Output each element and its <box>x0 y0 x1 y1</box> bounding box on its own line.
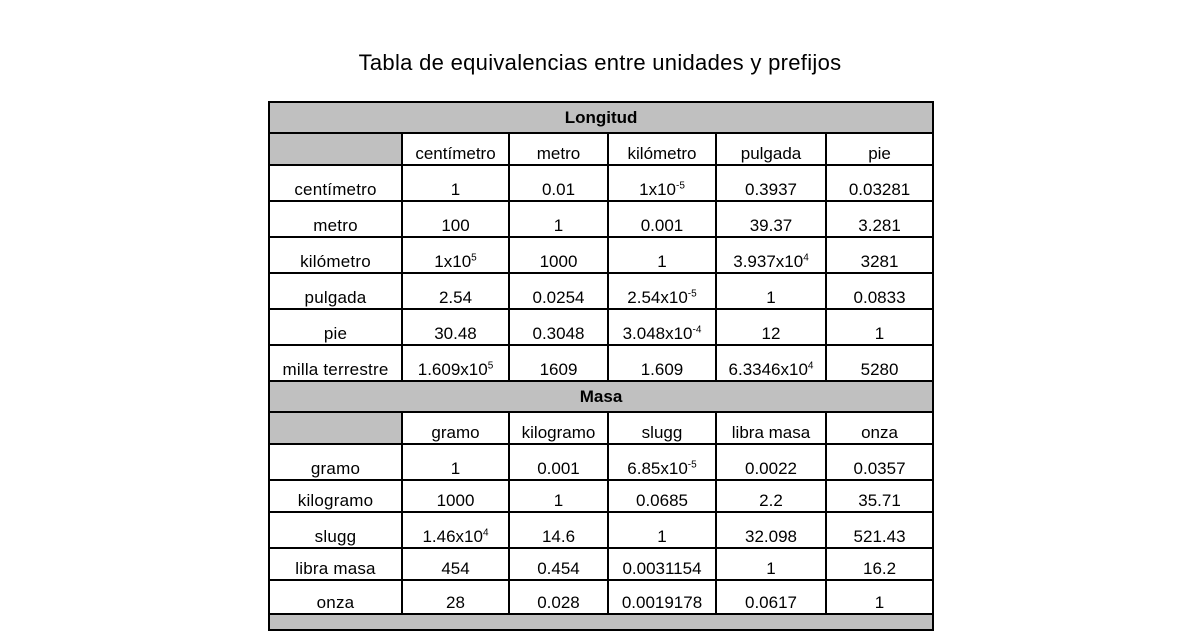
table-cell <box>826 237 933 273</box>
table-cell <box>716 273 826 309</box>
table-cell <box>509 580 608 614</box>
cell-exponent: 4 <box>807 360 814 372</box>
table-cell <box>826 273 933 309</box>
cell-value: 1x10 <box>639 180 676 199</box>
cell-value: 1x10 <box>434 252 472 271</box>
cell-value: 0.0833 <box>853 288 906 307</box>
column-header-row <box>269 412 933 444</box>
cell-value: 6.3346x10 <box>728 360 808 379</box>
table-cell <box>509 273 608 309</box>
row-label: milla terrestre <box>269 345 402 381</box>
column-header: kilómetro <box>608 133 716 165</box>
cell-value: 3.048x10 <box>622 324 693 343</box>
cell-value: 1 <box>553 216 564 235</box>
next-section-title <box>269 614 933 630</box>
table-cell <box>826 345 933 381</box>
table-row <box>269 512 933 548</box>
row-label: centímetro <box>269 165 402 201</box>
column-header: pie <box>826 133 933 165</box>
cell-exponent: -4 <box>692 324 702 336</box>
table-row <box>269 480 933 512</box>
row-label: metro <box>269 201 402 237</box>
table-cell <box>716 444 826 480</box>
section-title: Longitud <box>269 102 933 133</box>
cell-value: 0.028 <box>537 593 580 612</box>
table-row <box>269 309 933 345</box>
cell-value: 0.454 <box>537 559 580 578</box>
cell-value: 3.281 <box>858 216 901 235</box>
table-cell <box>509 309 608 345</box>
table-cell <box>716 480 826 512</box>
cell-exponent: 5 <box>487 360 494 372</box>
corner-cell <box>269 412 402 444</box>
cell-exponent: -5 <box>675 180 685 192</box>
cell-value: 1 <box>657 252 667 271</box>
cell-value: 100 <box>441 216 470 235</box>
table-cell <box>826 480 933 512</box>
cell-value: 3.937x10 <box>733 252 804 271</box>
table-cell <box>608 512 716 548</box>
row-label: pulgada <box>269 273 402 309</box>
cell-exponent: -5 <box>687 288 697 300</box>
table-cell <box>509 480 608 512</box>
table-cell <box>826 444 933 480</box>
cell-value: 32.098 <box>745 527 797 546</box>
cell-value: 0.0019178 <box>621 593 703 612</box>
table-cell <box>716 580 826 614</box>
cell-value: 0.3048 <box>532 324 585 343</box>
cell-value: 16.2 <box>862 559 897 578</box>
row-label: kilogramo <box>269 480 402 512</box>
table-cell <box>608 548 716 580</box>
table-cell <box>716 548 826 580</box>
table-cell <box>608 237 716 273</box>
table-cell <box>402 273 509 309</box>
cell-value: 1 <box>553 491 564 510</box>
table-cell <box>402 237 509 273</box>
column-header: onza <box>826 412 933 444</box>
cell-value: 1 <box>657 527 667 546</box>
table-cell <box>402 201 509 237</box>
cell-value: 0.0022 <box>745 459 797 478</box>
table-cell <box>402 444 509 480</box>
table-row <box>269 165 933 201</box>
table-row <box>269 548 933 580</box>
cell-value: 14.6 <box>541 527 576 546</box>
cell-exponent: 5 <box>471 252 477 264</box>
next-section-header-row <box>269 614 933 630</box>
cell-value: 1.46x10 <box>422 527 483 546</box>
cell-value: 28 <box>446 593 465 612</box>
cell-value: 1000 <box>539 252 578 271</box>
cell-value: 0.3937 <box>745 180 797 199</box>
section-header-row <box>269 102 933 133</box>
table-cell <box>402 512 509 548</box>
section-title: Masa <box>269 381 933 412</box>
table-cell <box>826 580 933 614</box>
column-header: centímetro <box>402 133 509 165</box>
cell-value: 521.43 <box>853 527 906 546</box>
table-cell <box>608 444 716 480</box>
cell-value: 1.609 <box>640 360 684 379</box>
table-cell <box>509 345 608 381</box>
table-cell <box>826 201 933 237</box>
corner-cell <box>269 133 402 165</box>
table-cell <box>716 345 826 381</box>
cell-value: 0.0357 <box>853 459 906 478</box>
cell-value: 1 <box>874 324 885 343</box>
cell-exponent: 4 <box>803 252 809 264</box>
table-cell <box>608 345 716 381</box>
table-cell <box>509 444 608 480</box>
cell-value: 0.001 <box>537 459 580 478</box>
cell-value: 0.03281 <box>848 180 911 199</box>
cell-value: 0.01 <box>541 180 576 199</box>
cell-value: 1 <box>874 593 885 612</box>
table-row <box>269 237 933 273</box>
table-body <box>269 102 933 630</box>
cell-value: 2.54 <box>438 288 473 307</box>
table-row <box>269 444 933 480</box>
table-cell <box>509 237 608 273</box>
table-cell <box>608 580 716 614</box>
table-cell <box>716 165 826 201</box>
column-header: kilogramo <box>509 412 608 444</box>
cell-value: 0.0254 <box>532 288 585 307</box>
cell-value: 0.0685 <box>636 491 688 510</box>
cell-value: 0.0617 <box>745 593 797 612</box>
table-cell <box>826 548 933 580</box>
table-cell <box>402 480 509 512</box>
table-cell <box>509 201 608 237</box>
column-header: pulgada <box>716 133 826 165</box>
row-label: onza <box>269 580 402 614</box>
table-cell <box>608 309 716 345</box>
cell-value: 3281 <box>860 252 899 271</box>
table-cell <box>509 548 608 580</box>
page-title: Tabla de equivalencias entre unidades y prefijos <box>358 50 842 75</box>
table-row <box>269 345 933 381</box>
table-cell <box>608 165 716 201</box>
table-row <box>269 273 933 309</box>
column-header-row <box>269 133 933 165</box>
table-cell <box>402 165 509 201</box>
table-cell <box>402 309 509 345</box>
cell-value: 454 <box>441 559 470 578</box>
section-header-row <box>269 381 933 412</box>
table-cell <box>402 548 509 580</box>
table-cell <box>826 309 933 345</box>
row-label: gramo <box>269 444 402 480</box>
table-cell <box>826 512 933 548</box>
cell-value: 30.48 <box>434 324 477 343</box>
table-cell <box>716 201 826 237</box>
cell-value: 2.54x10 <box>627 288 688 307</box>
table-cell <box>509 165 608 201</box>
row-label: slugg <box>269 512 402 548</box>
cell-value: 5280 <box>860 360 899 379</box>
cell-value: 1609 <box>539 360 578 379</box>
cell-value: 1 <box>450 459 461 478</box>
cell-value: 1 <box>766 288 776 307</box>
cell-value: 2.2 <box>759 491 783 510</box>
table-cell <box>402 345 509 381</box>
cell-value: 1000 <box>436 491 475 510</box>
column-header: slugg <box>608 412 716 444</box>
cell-value: 0.0031154 <box>622 559 702 578</box>
cell-value: 1 <box>450 180 461 199</box>
table-cell <box>608 201 716 237</box>
cell-value: 1 <box>766 559 776 578</box>
cell-value: 39.37 <box>749 216 793 235</box>
table-row <box>269 580 933 614</box>
cell-value: 12 <box>761 324 781 343</box>
table-cell <box>402 580 509 614</box>
table-cell <box>716 512 826 548</box>
table-cell <box>716 309 826 345</box>
column-header: libra masa <box>716 412 826 444</box>
table-cell <box>509 512 608 548</box>
column-header: metro <box>509 133 608 165</box>
row-label: kilómetro <box>269 237 402 273</box>
cell-value: 1.609x10 <box>417 360 488 379</box>
cell-value: 35.71 <box>858 491 901 510</box>
equivalence-table <box>268 101 934 631</box>
cell-value: 6.85x10 <box>627 459 688 478</box>
cell-exponent: -5 <box>687 459 697 471</box>
table-cell <box>716 237 826 273</box>
table-cell <box>608 480 716 512</box>
table-cell <box>826 165 933 201</box>
column-header: gramo <box>402 412 509 444</box>
table-cell <box>608 273 716 309</box>
table-row <box>269 201 933 237</box>
row-label: pie <box>269 309 402 345</box>
cell-exponent: 4 <box>482 527 489 539</box>
cell-value: 0.001 <box>640 216 684 235</box>
row-label: libra masa <box>269 548 402 580</box>
